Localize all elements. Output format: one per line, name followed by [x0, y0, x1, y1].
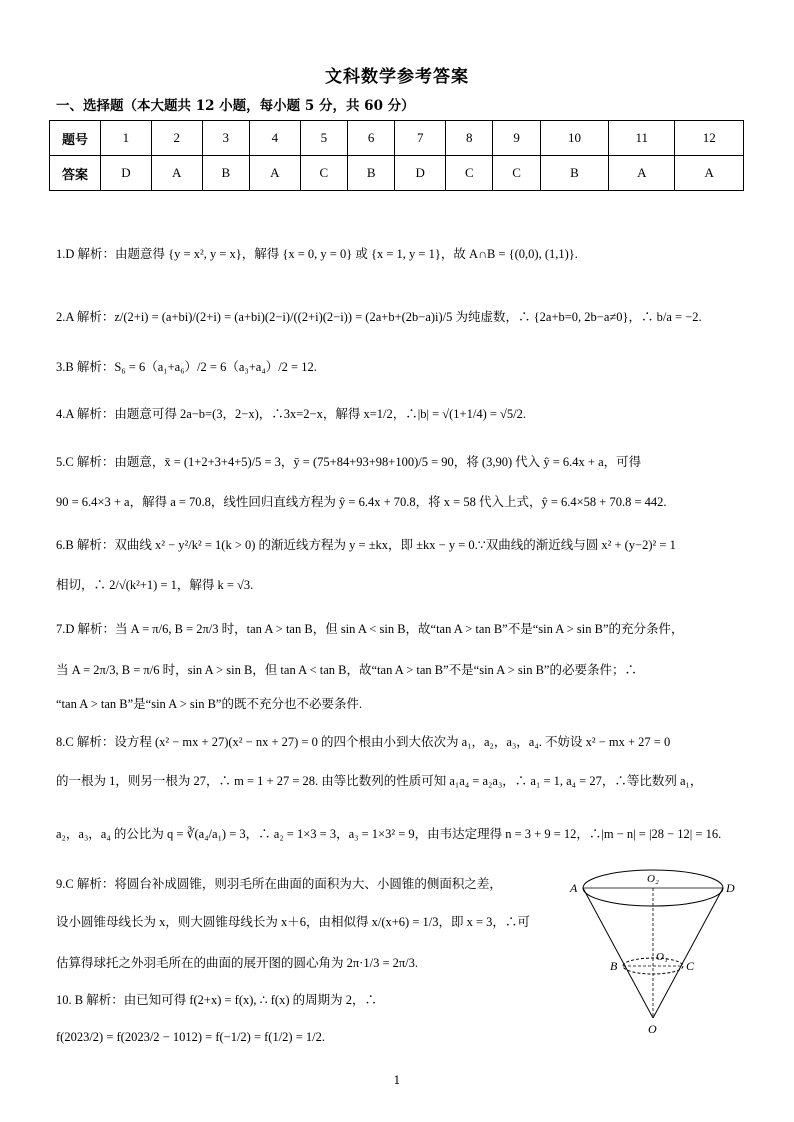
table-cell: C	[446, 156, 493, 191]
solution-line-8c: a₂，a₃，a₄ 的公比为 q = ∛(a₄/a₁) = 3，∴ a₂ = 1×3 = 3，a₃ = 1×3² = 9，由韦达定理得 n = 3 + 9 = 12，∴|m − n| = |28 − 12| = 16.	[56, 827, 722, 841]
solution-line-4: 4.A 解析：由题意可得 2a−b=(3，2−x)，∴3x=2−x，解得 x=1/2，∴|b| = √(1+1/4) = √5/2.	[56, 407, 527, 421]
table-cell: 3	[202, 121, 249, 156]
table-cell: 10	[540, 121, 608, 156]
table-row-label: 题号	[50, 121, 101, 156]
solution-line-7: 7.D 解析：当 A = π/6, B = 2π/3 时，tan A > tan B，但 sin A < sin B，故“tan A > tan B”不是“sin A > sin B”的充分条件，	[56, 622, 684, 636]
table-row-label: 答案	[50, 156, 101, 191]
table-cell: 9	[493, 121, 540, 156]
label-A: A	[570, 881, 578, 895]
page-number: 1	[393, 1074, 401, 1087]
table-cell: A	[249, 156, 300, 191]
table-cell: D	[101, 156, 152, 191]
solution-line-8b: 的一根为 1，则另一根为 27，∴ m = 1 + 27 = 28. 由等比数列的性质可知 a₁a₄ = a₂a₃，∴ a₁ = 1, a₄ = 27，∴等比数列 a₁，	[56, 774, 703, 788]
table-cell: B	[202, 156, 249, 191]
table-cell: D	[395, 156, 446, 191]
solution-line-2: 2.A 解析：z/(2+i) = (a+bi)/(2+i) = (a+bi)(2−i)/((2+i)(2−i)) = (2a+b+(2b−a)i)/5 为纯虚数，∴ {2a+b=0, 2b−a≠0}，∴ b/a = −2.	[56, 310, 702, 324]
table-cell: 6	[348, 121, 395, 156]
answer-table	[49, 120, 744, 191]
table-cell: 11	[609, 121, 675, 156]
label-C: C	[686, 959, 695, 973]
solution-line-1: 1.D 解析：由题意得 {y = x², y = x}，解得 {x = 0, y = 0} 或 {x = 1, y = 1}，故 A∩B = {(0,0), (1,1)}.	[56, 247, 578, 261]
table-row	[50, 156, 744, 191]
label-B: B	[610, 959, 618, 973]
solution-line-9c: 估算得球托之外羽毛所在的曲面的展开图的圆心角为 2π·1/3 = 2π/3.	[56, 956, 419, 970]
solution-line-9b: 设小圆锥母线长为 x，则大圆锥母线长为 x＋6，由相似得 x/(x+6) = 1/3，即 x = 3，∴可	[56, 915, 530, 929]
table-cell: 5	[300, 121, 347, 156]
left-generatrix	[583, 888, 653, 1018]
table-cell: B	[348, 156, 395, 191]
label-O2: O₂	[647, 873, 659, 885]
table-cell: 4	[249, 121, 300, 156]
table-cell: C	[300, 156, 347, 191]
table-cell: C	[493, 156, 540, 191]
solution-line-8: 8.C 解析：设方程 (x² − mx + 27)(x² − nx + 27) = 0 的四个根由小到大依次为 a₁，a₂，a₃，a₄. 不妨设 x² − mx + 27 = 0	[56, 735, 671, 749]
solution-line-6b: 相切，∴ 2/√(k²+1) = 1，解得 k = √3.	[56, 578, 254, 592]
table-cell: A	[151, 156, 202, 191]
page-title: 文科数学参考答案	[325, 67, 469, 87]
solution-line-7c: “tan A > tan B”是“sin A > sin B”的既不充分也不必要条件.	[56, 697, 363, 711]
table-cell: 1	[101, 121, 152, 156]
solution-line-6: 6.B 解析：双曲线 x² − y²/k² = 1(k > 0) 的渐近线方程为 y = ±kx，即 ±kx − y = 0.∵双曲线的渐近线与圆 x² + (y−2)² = 1	[56, 538, 676, 552]
section-heading: 一、选择题（本大题共 12 小题，每小题 5 分，共 60 分）	[56, 98, 415, 114]
table-row	[50, 121, 744, 156]
table-cell: B	[540, 156, 608, 191]
table-cell: 7	[395, 121, 446, 156]
table-cell: 2	[151, 121, 202, 156]
solution-line-5: 5.C 解析：由题意，x̄ = (1+2+3+4+5)/5 = 3，ȳ = (75+84+93+98+100)/5 = 90，将 (3,90) 代入 ŷ = 6.4x + a，可得	[56, 455, 642, 469]
label-O: O	[648, 1022, 657, 1036]
table-cell: 8	[446, 121, 493, 156]
table-cell: A	[675, 156, 744, 191]
table-cell: A	[609, 156, 675, 191]
solution-line-10: 10. B 解析：由已知可得 f(2+x) = f(x), ∴ f(x) 的周期为 2，∴	[56, 993, 377, 1007]
solution-line-3: 3.B 解析：S₆ = 6（a₁+a₆）/2 = 6（a₃+a₄）/2 = 12.	[56, 360, 317, 374]
label-O1: O₁	[656, 951, 668, 963]
label-D: D	[726, 881, 735, 895]
table-cell: 12	[675, 121, 744, 156]
cone-frustum-figure	[568, 858, 738, 1038]
solution-line-10b: f(2023/2) = f(2023/2 − 1012) = f(−1/2) = f(1/2) = 1/2.	[56, 1030, 325, 1044]
solution-line-9: 9.C 解析：将圆台补成圆锥，则羽毛所在曲面的面积为大、小圆锥的侧面积之差，	[56, 877, 502, 891]
solution-line-5b: 90 = 6.4×3 + a，解得 a = 70.8，线性回归直线方程为 ŷ = 6.4x + 70.8，将 x = 58 代入上式，ŷ = 6.4×58 + 70.8 = 442.	[56, 495, 667, 509]
solution-line-7b: 当 A = 2π/3, B = π/6 时，sin A > sin B，但 tan A < tan B，故“tan A > tan B”不是“sin A > sin B”的必要条件；∴	[56, 663, 637, 677]
